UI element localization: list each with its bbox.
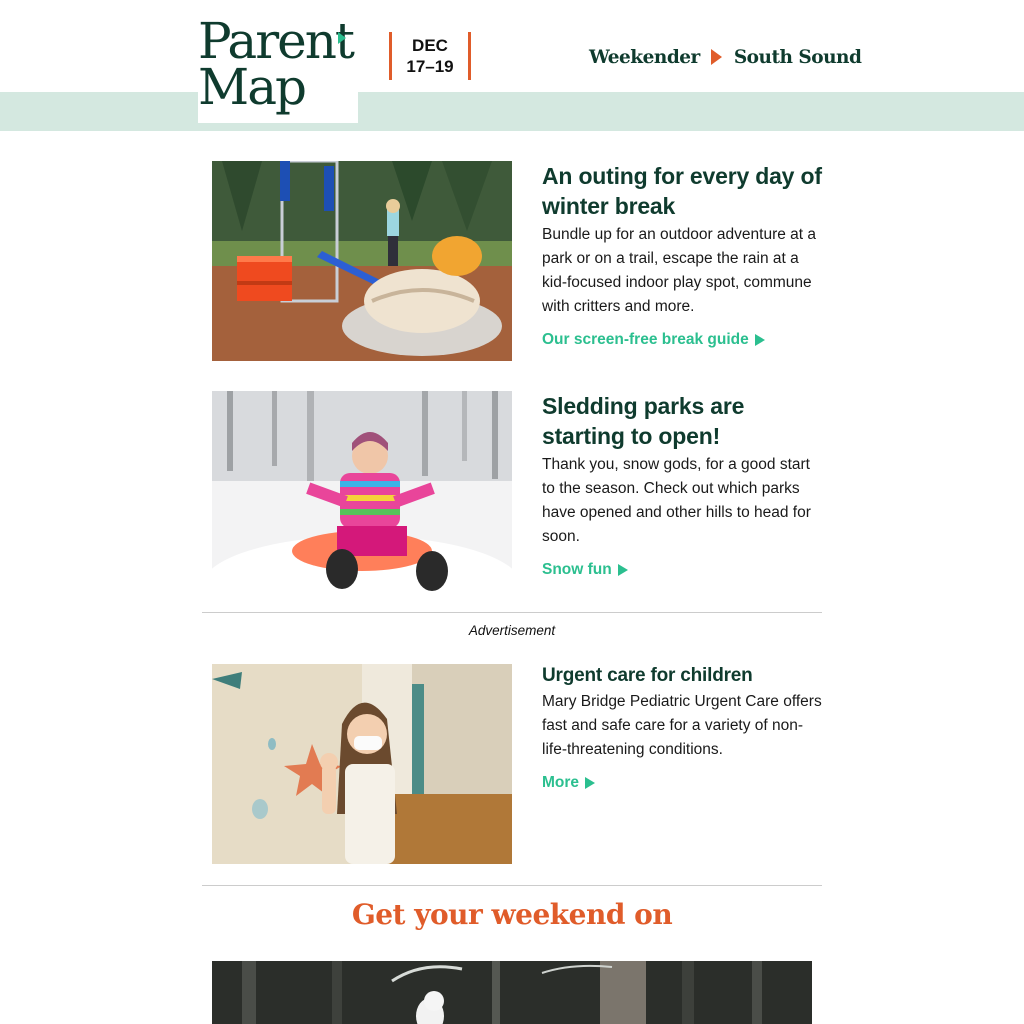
logo-line-2: Map [198,58,306,116]
header-band [0,92,1024,131]
ad-content [542,664,827,792]
snowy-forest-photo[interactable] [212,961,812,1024]
ad-headline[interactable]: Urgent care for children [542,665,753,686]
sledding-photo[interactable] [212,391,512,591]
snow-fun-link[interactable] [542,561,628,579]
advertisement-label: Advertisement [468,623,556,638]
parentmap-logo[interactable] [198,12,358,123]
newsletter-header [0,0,1024,131]
play-arrow-icon [618,564,628,576]
playground-photo[interactable] [212,161,512,361]
article-headline[interactable]: Sledding parks are starting to open! [542,393,745,449]
link-label: Our screen-free break guide [542,331,749,348]
issue-date [389,32,471,80]
logo-flag-icon [338,32,346,44]
article-body: Bundle up for an outdoor adventure at a park or on a trail, escape the rain at a kid-focused indoor play spot, commune with critters and more. [542,226,817,315]
logo-line-1: Parent [198,12,353,70]
article-content [542,391,827,579]
urgent-care-photo[interactable] [212,664,512,864]
date-range: 17–19 [406,57,454,76]
more-link[interactable] [542,774,595,792]
edition-breadcrumb [589,44,861,70]
article-body: Thank you, snow gods, for a good start to the season. Check out which parks have opened and other hills to head for soon. [542,456,811,545]
article-headline[interactable]: An outing for every day of winter break [542,163,822,219]
nav-south-sound[interactable]: South Sound [733,46,862,68]
triangle-right-icon [711,49,722,65]
section-divider [202,612,822,613]
section-divider [202,885,822,886]
play-arrow-icon [755,334,765,346]
section-heading: Get your weekend on [351,898,673,931]
link-label: Snow fun [542,561,612,578]
nav-weekender[interactable]: Weekender [589,46,700,68]
date-month: DEC [412,36,448,55]
ad-body: Mary Bridge Pediatric Urgent Care offers fast and safe care for a variety of non-life-threatening conditions. [542,693,822,758]
screen-free-guide-link[interactable] [542,331,765,349]
article-content [542,161,827,349]
play-arrow-icon [585,777,595,789]
link-label: More [542,774,580,791]
